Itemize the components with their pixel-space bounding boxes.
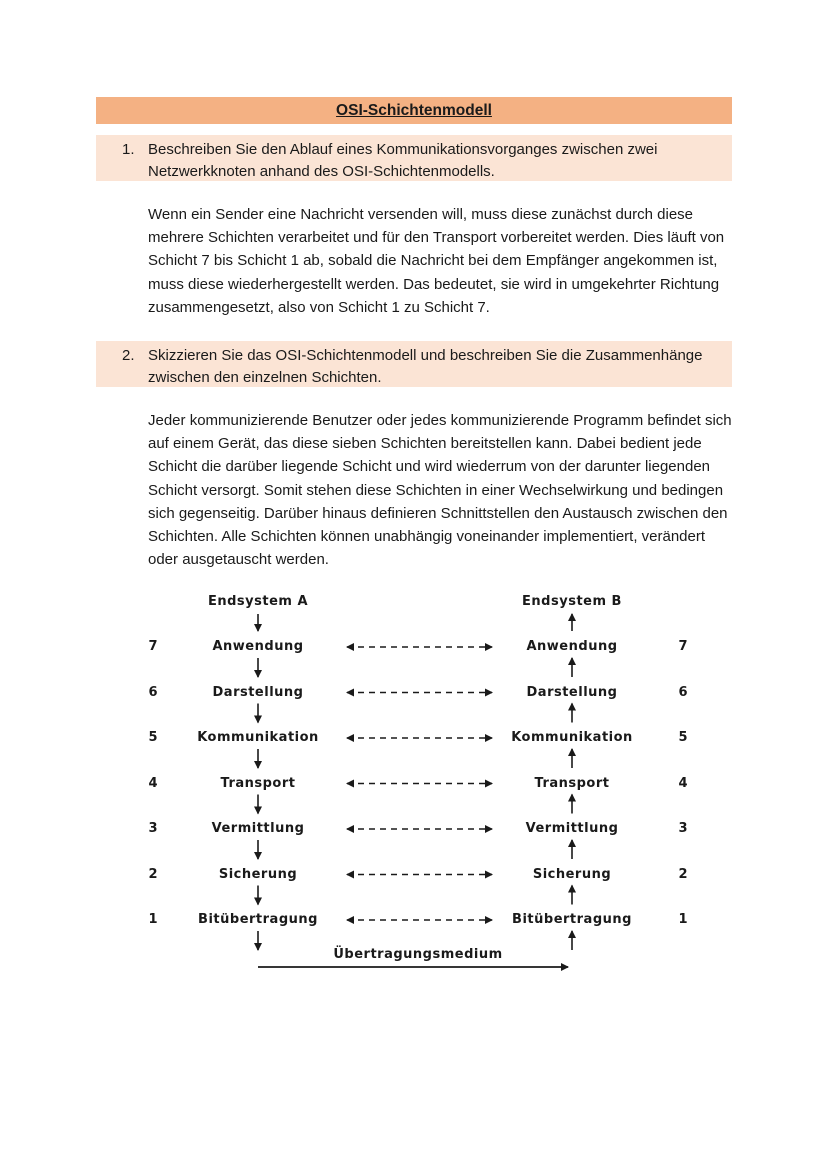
layer-name-b: Transport [534, 775, 610, 791]
layer-number-right: 6 [678, 684, 688, 700]
layer-name-a: Darstellung [212, 684, 304, 700]
layer-number-left: 3 [148, 821, 158, 836]
layer-number-left: 2 [148, 866, 158, 882]
question-number: 2. [122, 347, 135, 364]
layer-number-right: 7 [678, 639, 688, 654]
answer-1: Wenn ein Sender eine Nachricht versenden will, muss diese zunächst durch diese mehrere Schichten verarbeitet und für den Transport vorbereitet werden. Dies läuft von Schicht 7 bis Schicht 1 ab, sobald die Nachricht bei dem Empfänger angekommen ist, muss diese wiederhergestellt werden. Das bedeutet, sie wird in umgekehrter Richtung zusammengesetzt, also von Schicht 1 zu Schicht 7. [148, 206, 725, 316]
layer-name-a: Sicherung [218, 866, 298, 882]
question-number: 1. [122, 141, 135, 158]
osi-diagram-arrows [0, 580, 828, 990]
layer-number-right: 2 [678, 866, 688, 882]
layer-number-right: 4 [678, 775, 688, 791]
page-title-bar [96, 97, 732, 124]
layer-number-left: 6 [148, 684, 158, 700]
layer-number-left: 7 [148, 639, 158, 654]
system-b-label: Endsystem B [522, 594, 622, 609]
layer-name-a: Kommunikation [197, 730, 319, 745]
page-title: OSI-Schichtenmodell [336, 101, 492, 119]
layer-name-a: Vermittlung [211, 821, 305, 836]
osi-diagram [0, 580, 828, 990]
layer-name-b: Darstellung [526, 684, 618, 700]
layer-name-b: Kommunikation [511, 730, 633, 745]
layer-name-b: Anwendung [526, 639, 618, 654]
question-text: Skizzieren Sie das OSI-Schichtenmodell und beschreiben Sie die Zusammenhänge zwischen den einzelnen Schichten. [148, 347, 703, 386]
layer-number-right: 3 [678, 821, 688, 836]
layer-name-b: Bitübertragung [512, 912, 632, 927]
layer-name-a: Transport [220, 775, 296, 791]
layer-number-right: 5 [678, 730, 688, 745]
question-1 [96, 135, 732, 181]
question-2 [96, 341, 732, 387]
answer-2: Jeder kommunizierende Benutzer oder jedes kommunizierende Programm befindet sich auf einem Gerät, das diese sieben Schichten bereitstellen kann. Dabei bedient jede Schicht die darüber liegende Schicht und wird wiederrum von der darunter liegenden Schicht versorgt. Somit stehen diese Schichten in einer Wechselwirkung und bedingen sich gegenseitig. Darüber hinaus definieren Schnittstellen den Austausch zwischen den Schichten. Alle Schichten können unabhängig voneinander implementiert, verändert oder ausgetauscht werden. [148, 412, 732, 569]
layer-name-b: Sicherung [532, 866, 612, 882]
layer-number-right: 1 [678, 912, 688, 927]
medium-label: Übertragungsmedium [333, 947, 503, 962]
system-a-label: Endsystem A [207, 594, 309, 609]
layer-number-left: 5 [148, 730, 158, 745]
layer-name-a: Bitübertragung [198, 912, 318, 927]
layer-number-left: 1 [148, 912, 158, 927]
question-text: Beschreiben Sie den Ablauf eines Kommunikationsvorganges zwischen zwei Netzwerkknoten anhand des OSI-Schichtenmodells. [148, 141, 658, 180]
layer-name-b: Vermittlung [525, 821, 619, 836]
layer-number-left: 4 [148, 775, 158, 791]
layer-name-a: Anwendung [212, 639, 304, 654]
